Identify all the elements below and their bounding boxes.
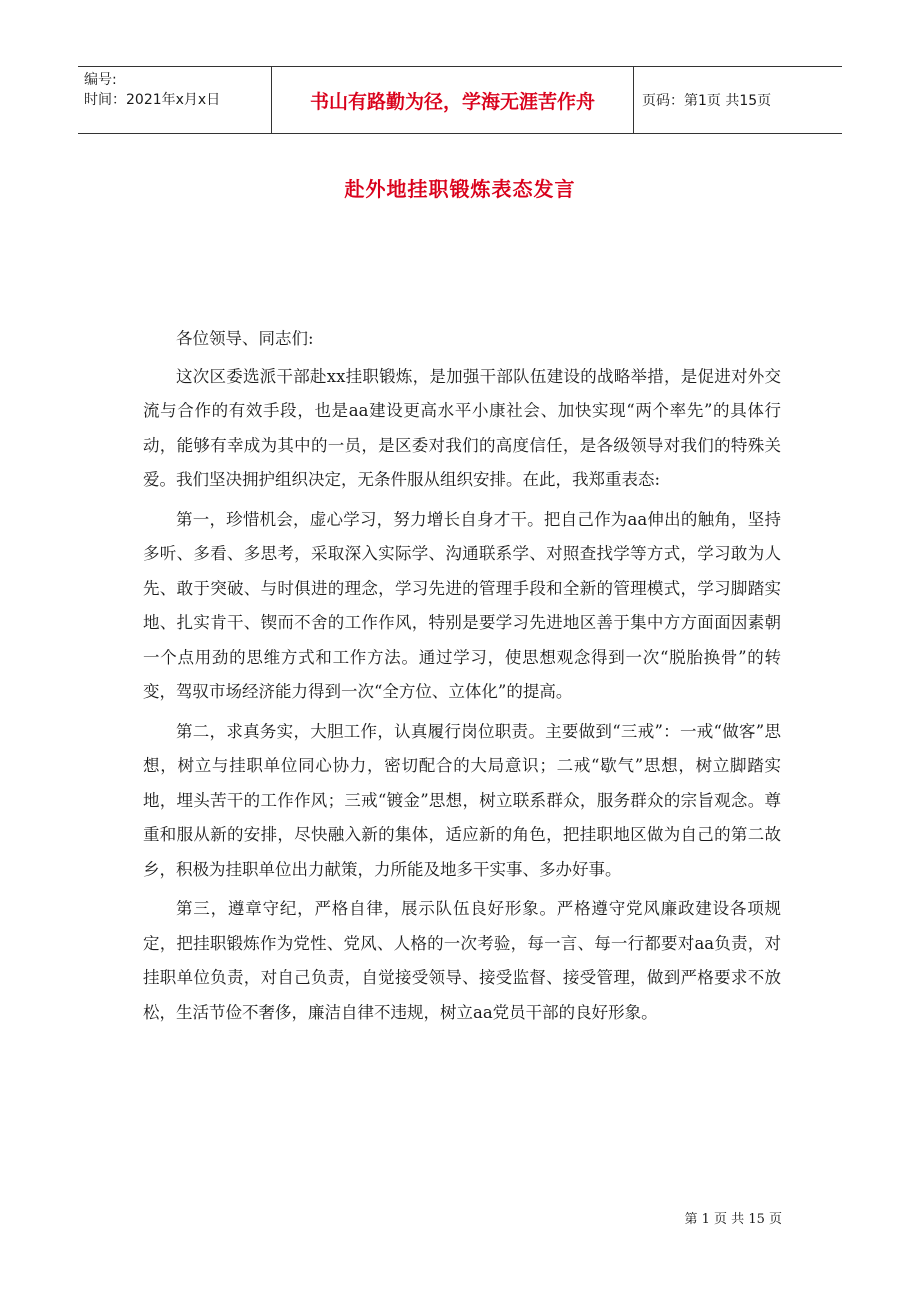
header-meta [78, 67, 272, 133]
paragraph: 第一，珍惜机会，虚心学习，努力增长自身才干。把自己作为aa伸出的触角，坚持多听、多看、多思考，采取深入实际学、沟通联系学、对照查找学等方式，学习敢为人先、敢于突破、与时俱进的理念，学习先进的管理手段和全新的管理模式，学习脚踏实地、扎实肯干、锲而不舍的工作作风，特别是要学习先进地区善于集中方方面面因素朝一个点用劲的思维方式和工作方法。通过学习，使思想观念得到一次“脱胎换骨”的转变，驾驭市场经济能力得到一次“全方位、立体化”的提高。 [143, 509, 781, 701]
paragraph: 第三，遵章守纪，严格自律，展示队伍良好形象。严格遵守党风廉政建设各项规定，把挂职锻炼作为党性、党风、人格的一次考验，每一言、每一行都要对aa负责，对挂职单位负责，对自己负责，自觉接受领导、接受监督、接受管理，做到严格要求不放松，生活节俭不奢侈，廉洁自律不违规，树立aa党员干部的良好形象。 [143, 899, 781, 1022]
header-page-info: 页码：第1页 共15页 [642, 93, 772, 109]
document-title: 赴外地挂职锻炼表态发言 [344, 177, 576, 201]
header-motto: 书山有路勤为径，学海无涯苦作舟 [272, 67, 634, 133]
salutation: 各位领导、同志们: [176, 329, 314, 348]
number-label: 编号: [84, 72, 117, 88]
document-header [78, 66, 842, 134]
paragraph: 这次区委选派干部赴xx挂职锻炼，是加强干部队伍建设的战略举措，是促进对外交流与合作的有效手段，也是aa建设更高水平小康社会、加快实现“两个率先”的具体行动，能够有幸成为其中的一员，是区委对我们的高度信任，是各级领导对我们的特殊关爱。我们坚决拥护组织决定，无条件服从组织安排。在此，我郑重表态: [143, 366, 781, 489]
page-footer: 第 1 页 共 15 页 [684, 1212, 782, 1227]
time-label: 时间：2021年x月x日 [84, 92, 221, 108]
document-body [143, 322, 781, 1030]
paragraph: 第二，求真务实，大胆工作，认真履行岗位职责。主要做到“三戒”：一戒“做客”思想，树立与挂职单位同心协力，密切配合的大局意识；二戒“歇气”思想，树立脚踏实地，埋头苦干的工作作风；三戒“镀金”思想，树立联系群众，服务群众的宗旨观念。尊重和服从新的安排，尽快融入新的集体，适应新的角色，把挂职地区做为自己的第二故乡，积极为挂职单位出力献策，力所能及地多干实事、多办好事。 [143, 721, 781, 879]
